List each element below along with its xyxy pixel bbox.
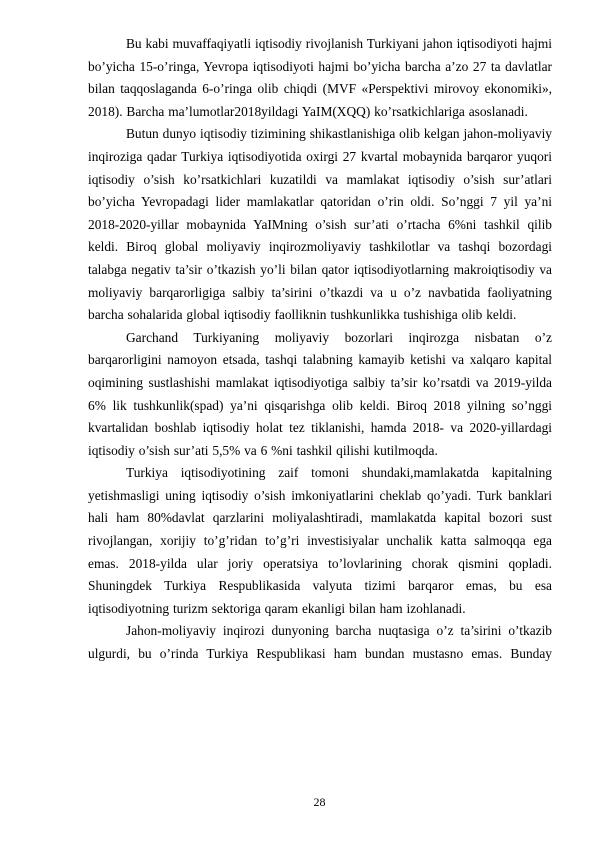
paragraph-5: Jahon-moliyaviy inqirozi dunyoning barcha nuqtasiga o’z ta’sirini o’tkazib ulgurdi, bu o’rinda Turkiya Respublikasi ham bundan mustasno emas. Bunday bbox=[88, 623, 552, 662]
paragraph-1: Bu kabi muvaffaqiyatli iqtisodiy rivojlanish Turkiyani jahon iqtisodiyoti hajmi bo’yicha 15-o’ringa, Yevropa iqtisodiyoti hajmi bo’yicha barcha a’zo 27 ta davlatlar bilan taqqoslaganda 6-o’ringa olib chiqdi (MVF «Perspektivi mirovoy ekonomiki», 2018). Barcha ma’lumotlar2018yildagi YaIM(XQQ) ko’rsatkichlariga asoslanadi. bbox=[88, 36, 552, 119]
paragraph-2: Butun dunyo iqtisodiy tizimining shikastlanishiga olib kelgan jahon-moliyaviy inqiroziga qadar Turkiya iqtisodiyotida oxirgi 27 kvartal mobaynida barqaror yuqori iqtisodiy o’sish ko’rsatkichlari kuzatildi va mamlakat iqtisodiy o’sish sur’atlari bo’yicha Yevropadagi lider mamlakatlar qatoridan o’rin oldi. So’nggi 7 yil ya’ni 2018-2020-yillar mobaynida YaIMning o’sish sur’ati o’rtacha 6%ni tashkil qilib keldi. Biroq global moliyaviy inqirozmoliyaviy tashkilotlar va tashqi bozordagi talabga negativ ta’sir o’tkazish yo’li bilan qator iqtisodiyotlarning makroiqtisodiy va moliyaviy barqarorligiga salbiy ta’sirini o’tkazdi va u o’z navbatida faoliyatning barcha sohalarida global iqtisodiy faolliknin tushkunlikka tushishiga olib keldi. bbox=[88, 126, 552, 323]
document-body bbox=[88, 33, 552, 666]
paragraph-3: Garchand Turkiyaning moliyaviy bozorlari inqirozga nisbatan o’z barqarorligini namoyon etsada, tashqi talabning kamayib ketishi va xalqaro kapital oqimining sustlashishi mamlakat iqtisodiyotiga salbiy ta’sir ko’rsatdi va 2019-yilda 6% lik tushkunlik(spad) ya’ni qisqarishga olib keldi. Biroq 2018 yilning so’nggi kvartalidan boshlab iqtisodiy holat tez tiklanishi, hamda 2018- va 2020-yillardagi iqtisodiy o’sish sur’ati 5,5% va 6 %ni tashkil qilishi kutilmoqda. bbox=[88, 329, 552, 458]
page-number: 28 bbox=[313, 795, 326, 809]
paragraph-4: Turkiya iqtisodiyotining zaif tomoni shundaki,mamlakatda kapitalning yetishmasligi uning iqtisodiy o’sish imkoniyatlarini cheklab qo’yadi. Turk banklari hali ham 80%davlat qarzlarini moliyalashtiradi, mamlakatda kapital bozori sust rivojlangan, xorijiy to’g’ridan to’g’ri investisiyalar unchalik katta salmoqqa ega emas. 2018-yilda ular joriy operatsiya to’lovlarining chorak qismini qopladi. Shuningdek Turkiya Respublikasida valyuta tizimi barqaror emas, bu esa iqtisodiyotning turizm sektoriga qaram ekanligi bilan ham izohlanadi. bbox=[88, 465, 552, 616]
